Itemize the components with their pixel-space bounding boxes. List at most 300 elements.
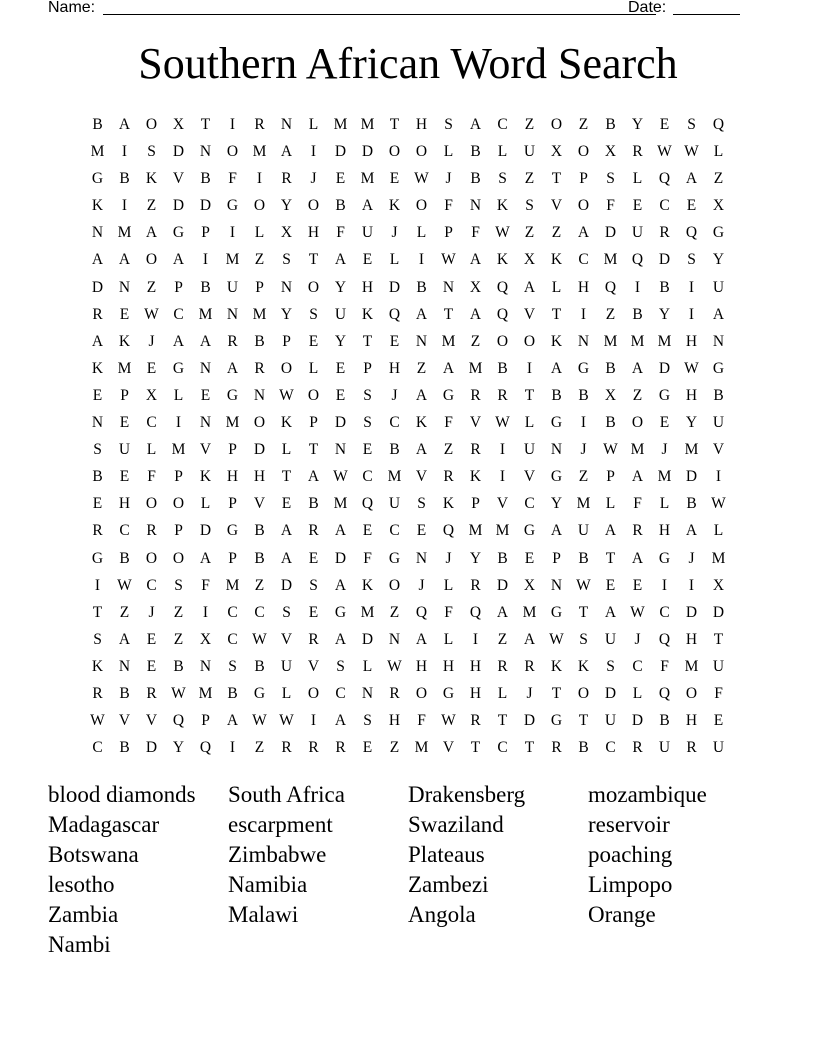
grid-cell[interactable]: M bbox=[603, 332, 618, 350]
grid-cell[interactable]: T bbox=[443, 305, 454, 323]
grid-cell[interactable]: M bbox=[684, 657, 699, 675]
grid-cell[interactable]: B bbox=[605, 359, 616, 377]
name-field[interactable] bbox=[103, 14, 656, 15]
grid-cell[interactable]: W bbox=[657, 143, 672, 161]
grid-cell[interactable]: W bbox=[684, 359, 699, 377]
grid-cell[interactable]: Q bbox=[604, 278, 617, 296]
grid-cell[interactable]: M bbox=[522, 603, 537, 621]
grid-cell[interactable]: D bbox=[172, 143, 185, 161]
grid-cell[interactable]: I bbox=[688, 305, 695, 323]
grid-cell[interactable]: D bbox=[172, 197, 185, 215]
grid-cell[interactable]: F bbox=[228, 170, 237, 188]
grid-cell[interactable]: L bbox=[605, 495, 616, 513]
grid-cell[interactable]: W bbox=[144, 305, 159, 323]
grid-cell[interactable]: H bbox=[685, 630, 698, 648]
grid-cell[interactable]: D bbox=[145, 739, 158, 757]
grid-cell[interactable]: F bbox=[336, 224, 345, 242]
grid-cell[interactable]: D bbox=[91, 278, 104, 296]
grid-cell[interactable]: A bbox=[415, 305, 428, 323]
grid-cell[interactable]: K bbox=[469, 468, 482, 486]
grid-cell[interactable]: L bbox=[713, 143, 724, 161]
grid-cell[interactable]: T bbox=[551, 170, 562, 188]
grid-cell[interactable]: Q bbox=[361, 495, 374, 513]
grid-cell[interactable]: X bbox=[523, 251, 536, 269]
grid-cell[interactable]: O bbox=[307, 197, 320, 215]
grid-cell[interactable]: K bbox=[118, 332, 131, 350]
grid-cell[interactable]: A bbox=[469, 305, 482, 323]
grid-cell[interactable]: L bbox=[416, 224, 427, 242]
grid-cell[interactable]: X bbox=[712, 197, 725, 215]
grid-cell[interactable]: B bbox=[92, 116, 103, 133]
grid-cell[interactable]: T bbox=[605, 549, 616, 567]
grid-cell[interactable]: E bbox=[335, 170, 346, 188]
grid-cell[interactable]: F bbox=[147, 468, 156, 486]
grid-cell[interactable]: J bbox=[148, 332, 155, 350]
grid-cell[interactable]: R bbox=[470, 712, 481, 730]
grid-cell[interactable]: G bbox=[91, 170, 104, 188]
grid-cell[interactable]: I bbox=[715, 468, 722, 486]
grid-cell[interactable]: E bbox=[308, 603, 319, 621]
grid-cell[interactable]: B bbox=[686, 495, 697, 513]
grid-cell[interactable]: R bbox=[281, 739, 292, 757]
grid-cell[interactable]: E bbox=[146, 630, 157, 648]
grid-cell[interactable]: E bbox=[713, 712, 724, 730]
grid-cell[interactable]: I bbox=[580, 305, 587, 323]
grid-cell[interactable]: B bbox=[470, 170, 481, 188]
grid-cell[interactable]: K bbox=[145, 170, 158, 188]
grid-cell[interactable]: T bbox=[713, 630, 724, 648]
grid-cell[interactable]: A bbox=[199, 332, 212, 350]
grid-cell[interactable]: B bbox=[119, 739, 130, 757]
grid-cell[interactable]: O bbox=[145, 251, 158, 269]
grid-cell[interactable]: Z bbox=[389, 603, 400, 621]
grid-cell[interactable]: S bbox=[93, 630, 102, 648]
grid-cell[interactable]: Y bbox=[631, 116, 644, 133]
grid-cell[interactable]: Z bbox=[605, 305, 616, 323]
grid-cell[interactable]: S bbox=[444, 116, 453, 133]
grid-cell[interactable]: F bbox=[606, 197, 615, 215]
grid-cell[interactable]: B bbox=[227, 684, 238, 702]
grid-cell[interactable]: N bbox=[388, 630, 401, 648]
grid-cell[interactable]: A bbox=[550, 359, 563, 377]
grid-cell[interactable]: Z bbox=[146, 197, 157, 215]
grid-cell[interactable]: T bbox=[308, 251, 319, 269]
grid-cell[interactable]: C bbox=[389, 522, 400, 540]
grid-cell[interactable]: A bbox=[550, 522, 563, 540]
grid-cell[interactable]: I bbox=[229, 739, 236, 757]
grid-cell[interactable]: D bbox=[253, 441, 266, 459]
grid-cell[interactable]: N bbox=[550, 441, 563, 459]
grid-cell[interactable]: I bbox=[229, 116, 236, 133]
grid-cell[interactable]: X bbox=[145, 386, 158, 404]
grid-cell[interactable]: S bbox=[687, 251, 696, 269]
grid-cell[interactable]: C bbox=[146, 576, 157, 594]
grid-cell[interactable]: E bbox=[632, 576, 643, 594]
grid-cell[interactable]: Z bbox=[254, 576, 265, 594]
grid-cell[interactable]: T bbox=[524, 386, 535, 404]
grid-cell[interactable]: N bbox=[415, 549, 428, 567]
grid-cell[interactable]: K bbox=[199, 468, 212, 486]
grid-cell[interactable]: G bbox=[226, 386, 239, 404]
grid-cell[interactable]: R bbox=[308, 522, 319, 540]
grid-cell[interactable]: H bbox=[118, 495, 131, 513]
grid-cell[interactable]: Q bbox=[172, 712, 185, 730]
grid-cell[interactable]: M bbox=[90, 143, 105, 161]
grid-cell[interactable]: Z bbox=[524, 170, 535, 188]
grid-cell[interactable]: O bbox=[577, 684, 590, 702]
grid-cell[interactable]: E bbox=[146, 657, 157, 675]
grid-cell[interactable]: R bbox=[335, 739, 346, 757]
grid-cell[interactable]: M bbox=[333, 495, 348, 513]
grid-cell[interactable]: H bbox=[415, 657, 428, 675]
grid-cell[interactable]: E bbox=[362, 522, 373, 540]
grid-cell[interactable]: J bbox=[445, 170, 452, 188]
grid-cell[interactable]: D bbox=[604, 224, 617, 242]
grid-cell[interactable]: M bbox=[360, 170, 375, 188]
grid-cell[interactable]: H bbox=[442, 657, 455, 675]
grid-cell[interactable]: Z bbox=[173, 603, 184, 621]
grid-cell[interactable]: J bbox=[445, 549, 452, 567]
grid-cell[interactable]: B bbox=[200, 278, 211, 296]
grid-cell[interactable]: U bbox=[577, 522, 590, 540]
grid-cell[interactable]: R bbox=[497, 386, 508, 404]
grid-cell[interactable]: G bbox=[658, 549, 671, 567]
grid-cell[interactable]: O bbox=[388, 576, 401, 594]
grid-cell[interactable]: E bbox=[389, 332, 400, 350]
grid-cell[interactable]: G bbox=[388, 549, 401, 567]
grid-cell[interactable]: A bbox=[469, 251, 482, 269]
grid-cell[interactable]: B bbox=[173, 657, 184, 675]
grid-cell[interactable]: U bbox=[280, 657, 293, 675]
grid-cell[interactable]: B bbox=[497, 549, 508, 567]
grid-cell[interactable]: Y bbox=[658, 305, 671, 323]
grid-cell[interactable]: Q bbox=[388, 305, 401, 323]
grid-cell[interactable]: A bbox=[631, 359, 644, 377]
grid-cell[interactable]: M bbox=[414, 739, 429, 757]
grid-cell[interactable]: G bbox=[550, 414, 563, 432]
grid-cell[interactable]: O bbox=[577, 143, 590, 161]
grid-cell[interactable]: X bbox=[469, 278, 482, 296]
grid-cell[interactable]: Y bbox=[280, 197, 293, 215]
grid-cell[interactable]: W bbox=[495, 414, 510, 432]
grid-cell[interactable]: S bbox=[687, 116, 696, 133]
grid-cell[interactable]: O bbox=[307, 684, 320, 702]
grid-cell[interactable]: I bbox=[202, 603, 209, 621]
grid-cell[interactable]: E bbox=[416, 522, 427, 540]
grid-cell[interactable]: R bbox=[632, 522, 643, 540]
grid-cell[interactable]: V bbox=[415, 468, 428, 486]
grid-cell[interactable]: Y bbox=[550, 495, 563, 513]
grid-cell[interactable]: A bbox=[280, 143, 293, 161]
grid-cell[interactable]: L bbox=[497, 143, 508, 161]
grid-cell[interactable]: W bbox=[387, 657, 402, 675]
grid-cell[interactable]: A bbox=[280, 522, 293, 540]
grid-cell[interactable]: W bbox=[441, 251, 456, 269]
grid-cell[interactable]: A bbox=[145, 224, 158, 242]
grid-cell[interactable]: C bbox=[632, 657, 643, 675]
grid-cell[interactable]: O bbox=[415, 143, 428, 161]
grid-cell[interactable]: N bbox=[469, 197, 482, 215]
grid-cell[interactable]: B bbox=[389, 441, 400, 459]
grid-cell[interactable]: A bbox=[334, 522, 347, 540]
grid-cell[interactable]: K bbox=[496, 251, 509, 269]
grid-cell[interactable]: W bbox=[171, 684, 186, 702]
grid-cell[interactable]: N bbox=[442, 278, 455, 296]
grid-cell[interactable]: O bbox=[523, 332, 536, 350]
grid-cell[interactable]: E bbox=[119, 305, 130, 323]
grid-cell[interactable]: L bbox=[632, 170, 643, 188]
grid-cell[interactable]: L bbox=[632, 684, 643, 702]
grid-cell[interactable]: B bbox=[308, 495, 319, 513]
grid-cell[interactable]: N bbox=[280, 116, 293, 133]
grid-cell[interactable]: R bbox=[92, 684, 103, 702]
grid-cell[interactable]: P bbox=[228, 495, 237, 513]
grid-cell[interactable]: O bbox=[550, 116, 563, 133]
grid-cell[interactable]: B bbox=[92, 468, 103, 486]
grid-cell[interactable]: Q bbox=[631, 251, 644, 269]
grid-cell[interactable]: B bbox=[578, 549, 589, 567]
grid-cell[interactable]: N bbox=[712, 332, 725, 350]
grid-cell[interactable]: J bbox=[661, 441, 668, 459]
grid-cell[interactable]: Q bbox=[415, 603, 428, 621]
grid-cell[interactable]: O bbox=[172, 549, 185, 567]
grid-cell[interactable]: B bbox=[416, 278, 427, 296]
grid-cell[interactable]: W bbox=[684, 143, 699, 161]
grid-cell[interactable]: H bbox=[361, 278, 374, 296]
grid-cell[interactable]: V bbox=[469, 414, 482, 432]
grid-cell[interactable]: N bbox=[361, 684, 374, 702]
grid-cell[interactable]: J bbox=[391, 224, 398, 242]
grid-cell[interactable]: N bbox=[199, 143, 212, 161]
grid-cell[interactable]: W bbox=[603, 441, 618, 459]
grid-cell[interactable]: D bbox=[712, 603, 725, 621]
grid-cell[interactable]: P bbox=[120, 386, 129, 404]
grid-cell[interactable]: G bbox=[577, 359, 590, 377]
grid-cell[interactable]: M bbox=[468, 522, 483, 540]
grid-cell[interactable]: X bbox=[523, 576, 536, 594]
grid-cell[interactable]: A bbox=[523, 630, 536, 648]
grid-cell[interactable]: C bbox=[497, 739, 508, 757]
grid-cell[interactable]: K bbox=[91, 359, 104, 377]
grid-cell[interactable]: B bbox=[200, 170, 211, 188]
grid-cell[interactable]: U bbox=[388, 495, 401, 513]
grid-cell[interactable]: P bbox=[444, 224, 453, 242]
grid-cell[interactable]: I bbox=[472, 630, 479, 648]
grid-cell[interactable]: D bbox=[388, 278, 401, 296]
grid-cell[interactable]: E bbox=[200, 386, 211, 404]
grid-cell[interactable]: Y bbox=[172, 739, 185, 757]
grid-cell[interactable]: Q bbox=[469, 603, 482, 621]
grid-cell[interactable]: A bbox=[334, 712, 347, 730]
grid-cell[interactable]: F bbox=[660, 657, 669, 675]
grid-cell[interactable]: P bbox=[363, 359, 372, 377]
grid-cell[interactable]: Z bbox=[254, 251, 265, 269]
grid-cell[interactable]: J bbox=[526, 684, 533, 702]
grid-cell[interactable]: O bbox=[415, 684, 428, 702]
grid-cell[interactable]: D bbox=[334, 414, 347, 432]
grid-cell[interactable]: C bbox=[335, 684, 346, 702]
grid-cell[interactable]: M bbox=[603, 251, 618, 269]
grid-cell[interactable]: P bbox=[201, 224, 210, 242]
grid-cell[interactable]: A bbox=[226, 712, 239, 730]
grid-cell[interactable]: H bbox=[685, 332, 698, 350]
grid-cell[interactable]: O bbox=[145, 116, 158, 133]
grid-cell[interactable]: L bbox=[173, 386, 184, 404]
grid-cell[interactable]: S bbox=[309, 576, 318, 594]
grid-cell[interactable]: A bbox=[469, 116, 482, 133]
grid-cell[interactable]: V bbox=[199, 441, 212, 459]
grid-cell[interactable]: T bbox=[200, 116, 211, 133]
grid-cell[interactable]: I bbox=[121, 197, 128, 215]
grid-cell[interactable]: W bbox=[279, 386, 294, 404]
grid-cell[interactable]: L bbox=[389, 251, 400, 269]
grid-cell[interactable]: C bbox=[227, 630, 238, 648]
grid-cell[interactable]: L bbox=[308, 116, 319, 133]
grid-cell[interactable]: Y bbox=[280, 305, 293, 323]
grid-cell[interactable]: I bbox=[634, 278, 641, 296]
grid-cell[interactable]: Z bbox=[416, 359, 427, 377]
grid-cell[interactable]: H bbox=[685, 712, 698, 730]
grid-cell[interactable]: W bbox=[279, 712, 294, 730]
grid-cell[interactable]: S bbox=[363, 414, 372, 432]
grid-cell[interactable]: M bbox=[684, 441, 699, 459]
grid-cell[interactable]: D bbox=[496, 576, 509, 594]
grid-cell[interactable]: I bbox=[94, 576, 101, 594]
grid-cell[interactable]: K bbox=[442, 495, 455, 513]
grid-cell[interactable]: O bbox=[685, 684, 698, 702]
grid-cell[interactable]: M bbox=[387, 468, 402, 486]
grid-cell[interactable]: B bbox=[659, 712, 670, 730]
grid-cell[interactable]: H bbox=[577, 278, 590, 296]
grid-cell[interactable]: G bbox=[550, 712, 563, 730]
grid-cell[interactable]: S bbox=[282, 603, 291, 621]
grid-cell[interactable]: Z bbox=[551, 224, 562, 242]
grid-cell[interactable]: O bbox=[253, 414, 266, 432]
grid-cell[interactable]: V bbox=[118, 712, 131, 730]
grid-cell[interactable]: G bbox=[658, 386, 671, 404]
grid-cell[interactable]: S bbox=[174, 576, 183, 594]
grid-cell[interactable]: B bbox=[254, 549, 265, 567]
grid-cell[interactable]: U bbox=[712, 414, 725, 432]
grid-cell[interactable]: A bbox=[712, 305, 725, 323]
grid-cell[interactable]: B bbox=[578, 739, 589, 757]
grid-cell[interactable]: R bbox=[659, 224, 670, 242]
grid-cell[interactable]: V bbox=[145, 712, 158, 730]
grid-cell[interactable]: C bbox=[362, 468, 373, 486]
grid-cell[interactable]: O bbox=[145, 549, 158, 567]
grid-cell[interactable]: C bbox=[92, 739, 103, 757]
grid-cell[interactable]: B bbox=[470, 143, 481, 161]
grid-cell[interactable]: E bbox=[146, 359, 157, 377]
grid-cell[interactable]: H bbox=[388, 359, 401, 377]
grid-cell[interactable]: K bbox=[550, 657, 563, 675]
grid-cell[interactable]: A bbox=[226, 359, 239, 377]
grid-cell[interactable]: P bbox=[579, 170, 588, 188]
grid-cell[interactable]: H bbox=[685, 386, 698, 404]
grid-cell[interactable]: U bbox=[631, 224, 644, 242]
grid-cell[interactable]: R bbox=[470, 576, 481, 594]
grid-cell[interactable]: U bbox=[604, 712, 617, 730]
grid-cell[interactable]: L bbox=[281, 684, 292, 702]
grid-cell[interactable]: T bbox=[389, 116, 400, 133]
grid-cell[interactable]: C bbox=[659, 197, 670, 215]
grid-cell[interactable]: M bbox=[252, 143, 267, 161]
grid-cell[interactable]: D bbox=[658, 251, 671, 269]
grid-cell[interactable]: K bbox=[496, 197, 509, 215]
grid-cell[interactable]: Y bbox=[685, 414, 698, 432]
grid-cell[interactable]: D bbox=[280, 576, 293, 594]
grid-cell[interactable]: R bbox=[686, 739, 697, 757]
grid-cell[interactable]: I bbox=[580, 414, 587, 432]
grid-cell[interactable]: G bbox=[550, 603, 563, 621]
grid-cell[interactable]: A bbox=[118, 630, 131, 648]
grid-cell[interactable]: W bbox=[252, 630, 267, 648]
grid-cell[interactable]: K bbox=[361, 576, 374, 594]
grid-cell[interactable]: L bbox=[254, 224, 265, 242]
grid-cell[interactable]: L bbox=[200, 495, 211, 513]
grid-cell[interactable]: A bbox=[577, 224, 590, 242]
grid-cell[interactable]: S bbox=[282, 251, 291, 269]
grid-cell[interactable]: L bbox=[362, 657, 373, 675]
date-field[interactable] bbox=[673, 14, 740, 15]
grid-cell[interactable]: I bbox=[256, 170, 263, 188]
grid-cell[interactable]: P bbox=[255, 278, 264, 296]
grid-cell[interactable]: A bbox=[442, 359, 455, 377]
grid-cell[interactable]: I bbox=[310, 712, 317, 730]
grid-cell[interactable]: W bbox=[252, 712, 267, 730]
grid-cell[interactable]: I bbox=[202, 251, 209, 269]
grid-cell[interactable]: M bbox=[225, 251, 240, 269]
grid-cell[interactable]: F bbox=[714, 684, 723, 702]
grid-cell[interactable]: X bbox=[604, 143, 617, 161]
grid-cell[interactable]: A bbox=[604, 603, 617, 621]
grid-cell[interactable]: P bbox=[174, 522, 183, 540]
grid-cell[interactable]: G bbox=[442, 684, 455, 702]
grid-cell[interactable]: A bbox=[307, 468, 320, 486]
grid-cell[interactable]: J bbox=[148, 603, 155, 621]
grid-cell[interactable]: R bbox=[632, 739, 643, 757]
grid-cell[interactable]: R bbox=[497, 657, 508, 675]
grid-cell[interactable]: N bbox=[280, 278, 293, 296]
grid-cell[interactable]: K bbox=[91, 197, 104, 215]
grid-cell[interactable]: C bbox=[146, 414, 157, 432]
grid-cell[interactable]: B bbox=[551, 386, 562, 404]
grid-cell[interactable]: S bbox=[498, 170, 507, 188]
grid-cell[interactable]: R bbox=[146, 522, 157, 540]
grid-cell[interactable]: Q bbox=[496, 278, 509, 296]
grid-cell[interactable]: P bbox=[228, 549, 237, 567]
grid-cell[interactable]: Z bbox=[389, 739, 400, 757]
grid-cell[interactable]: I bbox=[661, 576, 668, 594]
grid-cell[interactable]: J bbox=[310, 170, 317, 188]
grid-cell[interactable]: D bbox=[199, 197, 212, 215]
grid-cell[interactable]: E bbox=[119, 468, 130, 486]
grid-cell[interactable]: S bbox=[336, 657, 345, 675]
grid-cell[interactable]: G bbox=[253, 684, 266, 702]
grid-cell[interactable]: I bbox=[688, 576, 695, 594]
grid-cell[interactable]: O bbox=[577, 197, 590, 215]
grid-cell[interactable]: T bbox=[578, 603, 589, 621]
grid-cell[interactable]: Q bbox=[658, 684, 671, 702]
grid-cell[interactable]: F bbox=[633, 495, 642, 513]
grid-cell[interactable]: B bbox=[119, 549, 130, 567]
grid-cell[interactable]: H bbox=[469, 657, 482, 675]
grid-cell[interactable]: O bbox=[388, 143, 401, 161]
grid-cell[interactable]: G bbox=[334, 603, 347, 621]
grid-cell[interactable]: M bbox=[225, 576, 240, 594]
grid-cell[interactable]: V bbox=[523, 468, 536, 486]
grid-cell[interactable]: E bbox=[92, 495, 103, 513]
